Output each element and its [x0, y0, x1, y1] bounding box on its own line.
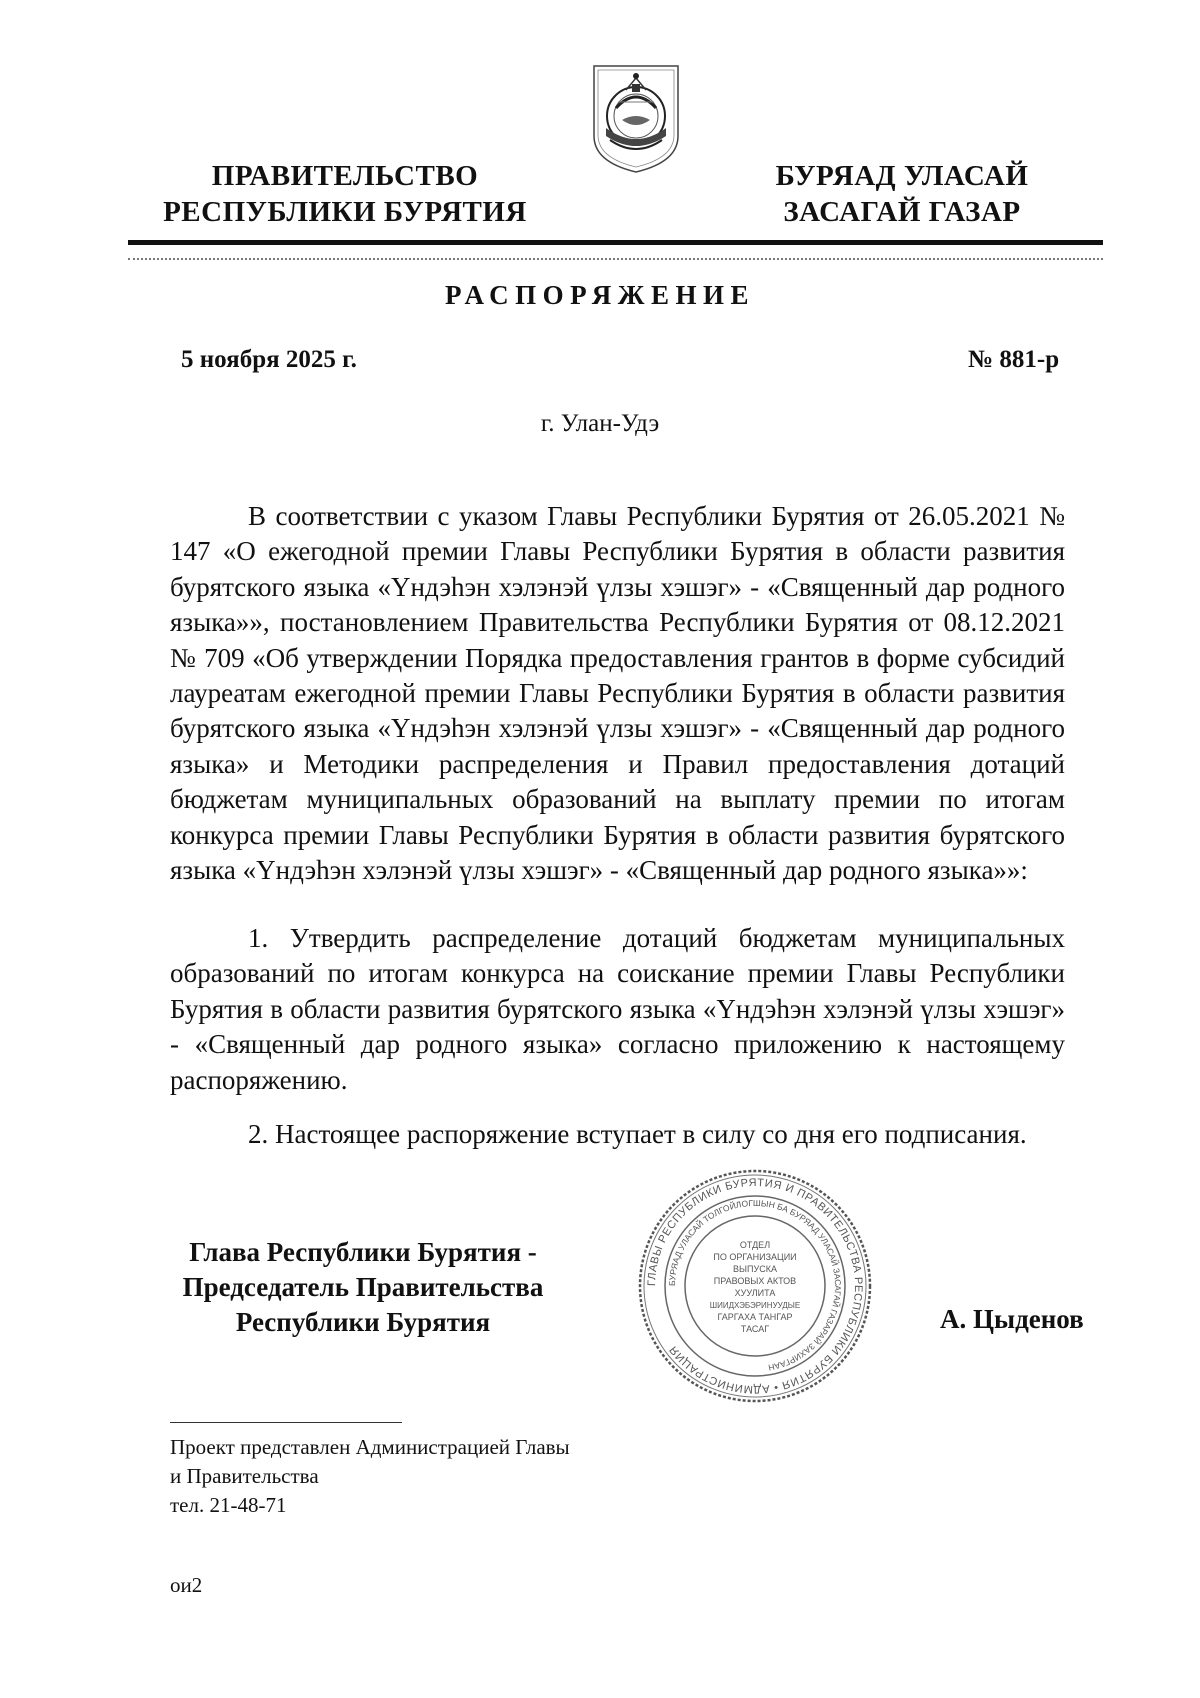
official-seal [637, 1168, 873, 1404]
seal-inner-text: БУРЯАД УЛАСАЙ ТОЛГОЙЛОГШЫН БА БУРЯАД УЛАСАЙ ЗАСАГАЙ ГАЗАРАЙ ЗАХИРГААН [666, 1197, 844, 1373]
signatory-title-line: Республики Бурятия [235, 1307, 491, 1337]
seal-outer-text: ГЛАВЫ РЕСПУБЛИКИ БУРЯТИЯ И ПРАВИТЕЛЬСТВА РЕСПУБЛИКИ БУРЯТИЯ • АДМИНИСТРАЦИЯ [645, 1176, 865, 1396]
seal-center-line: ВЫПУСКА [733, 1264, 777, 1274]
government-name-line: ПРАВИТЕЛЬСТВО [211, 160, 479, 192]
government-name-line: ЗАСАГАЙ ГАЗАР [783, 196, 1021, 228]
seal-center-line: ОТДЕЛ [739, 1240, 771, 1250]
header-divider-thin [128, 258, 1103, 260]
signatory-title-line: Председатель Правительства [182, 1272, 544, 1302]
document-date: 5 ноября 2025 г. [181, 346, 357, 373]
seal-center-line: ХУУЛИТА [734, 1288, 776, 1298]
seal-center-line: ГАРГАХА ТАНГАР [717, 1312, 793, 1322]
footnote-line: и Правительства [170, 1464, 319, 1488]
svg-text:ГЛАВЫ РЕСПУБЛИКИ БУРЯТИЯ И ПРА [646, 1177, 864, 1395]
order-item-1: 1. Утвердить распределение дотаций бюджетам муниципальных образований по итогам конкурса на соискание премии Главы Республики Бурятия в области развития бурятского языка «Үндэһэн хэлэнэй үлзы хэшэг» - «Священный дар родного языка» согласно приложению к настоящему распоряжению. [170, 923, 1065, 1095]
header-divider [128, 240, 1103, 245]
footnote-divider [170, 1422, 402, 1423]
preamble-paragraph: В соответствии с указом Главы Республики Бурятия от 26.05.2021 № 147 «О ежегодной премии Главы Республики Бурятия в области развития бурятского языка «Үндэһэн хэлэнэй үлзы хэшэг» - «Священный дар родного языка»», постановлением Правительства Республики Бурятия от 08.12.2021 № 709 «Об утверждении Порядка предоставления грантов в форме субсидий лауреатам ежегодной премии Главы Республики Бурятия в области развития бурятского языка «Үндэһэн хэлэнэй үлзы хэшэг» - «Священный дар родного языка» и Методики распределения и Правил предоставления дотаций бюджетам муниципальных образований на выплату премии по итогам конкурса премии Главы Республики Бурятия в области развития бурятского языка «Үндэһэн хэлэнэй үлзы хэшэг» - «Священный дар родного языка»»: [170, 501, 1065, 886]
footnote-line: Проект представлен Администрацией Главы [170, 1435, 570, 1459]
seal-center-line: ТАСАГ [740, 1324, 770, 1334]
government-name-buryat [752, 158, 1052, 230]
footnote-line: тел. 21-48-71 [170, 1493, 287, 1517]
coat-of-arms-icon [588, 58, 684, 176]
document-code: ои2 [170, 1573, 203, 1597]
signatory-title-line: Глава Республики Бурятия - [189, 1237, 537, 1267]
seal-center-line: ПРАВОВЫХ АКТОВ [713, 1276, 797, 1286]
seal-center-line: ШИИДХЭБЭРИНУУДЫЕ [709, 1301, 801, 1310]
government-name-russian [150, 158, 540, 230]
seal-center-line: ПО ОРГАНИЗАЦИИ [713, 1252, 797, 1262]
document-city: г. Улан-Удэ [540, 410, 660, 437]
government-name-line: РЕСПУБЛИКИ БУРЯТИЯ [163, 196, 527, 228]
document-type: РАСПОРЯЖЕНИЕ [444, 280, 756, 310]
signatory-name: А. Цыденов [940, 1304, 1084, 1334]
document-number: № 881-р [968, 346, 1060, 373]
order-item-2: 2. Настоящее распоряжение вступает в силу со дня его подписания. [248, 1119, 1027, 1149]
signatory-title [168, 1235, 558, 1340]
footnote [170, 1433, 570, 1520]
government-name-line: БУРЯАД УЛАСАЙ [775, 160, 1029, 192]
